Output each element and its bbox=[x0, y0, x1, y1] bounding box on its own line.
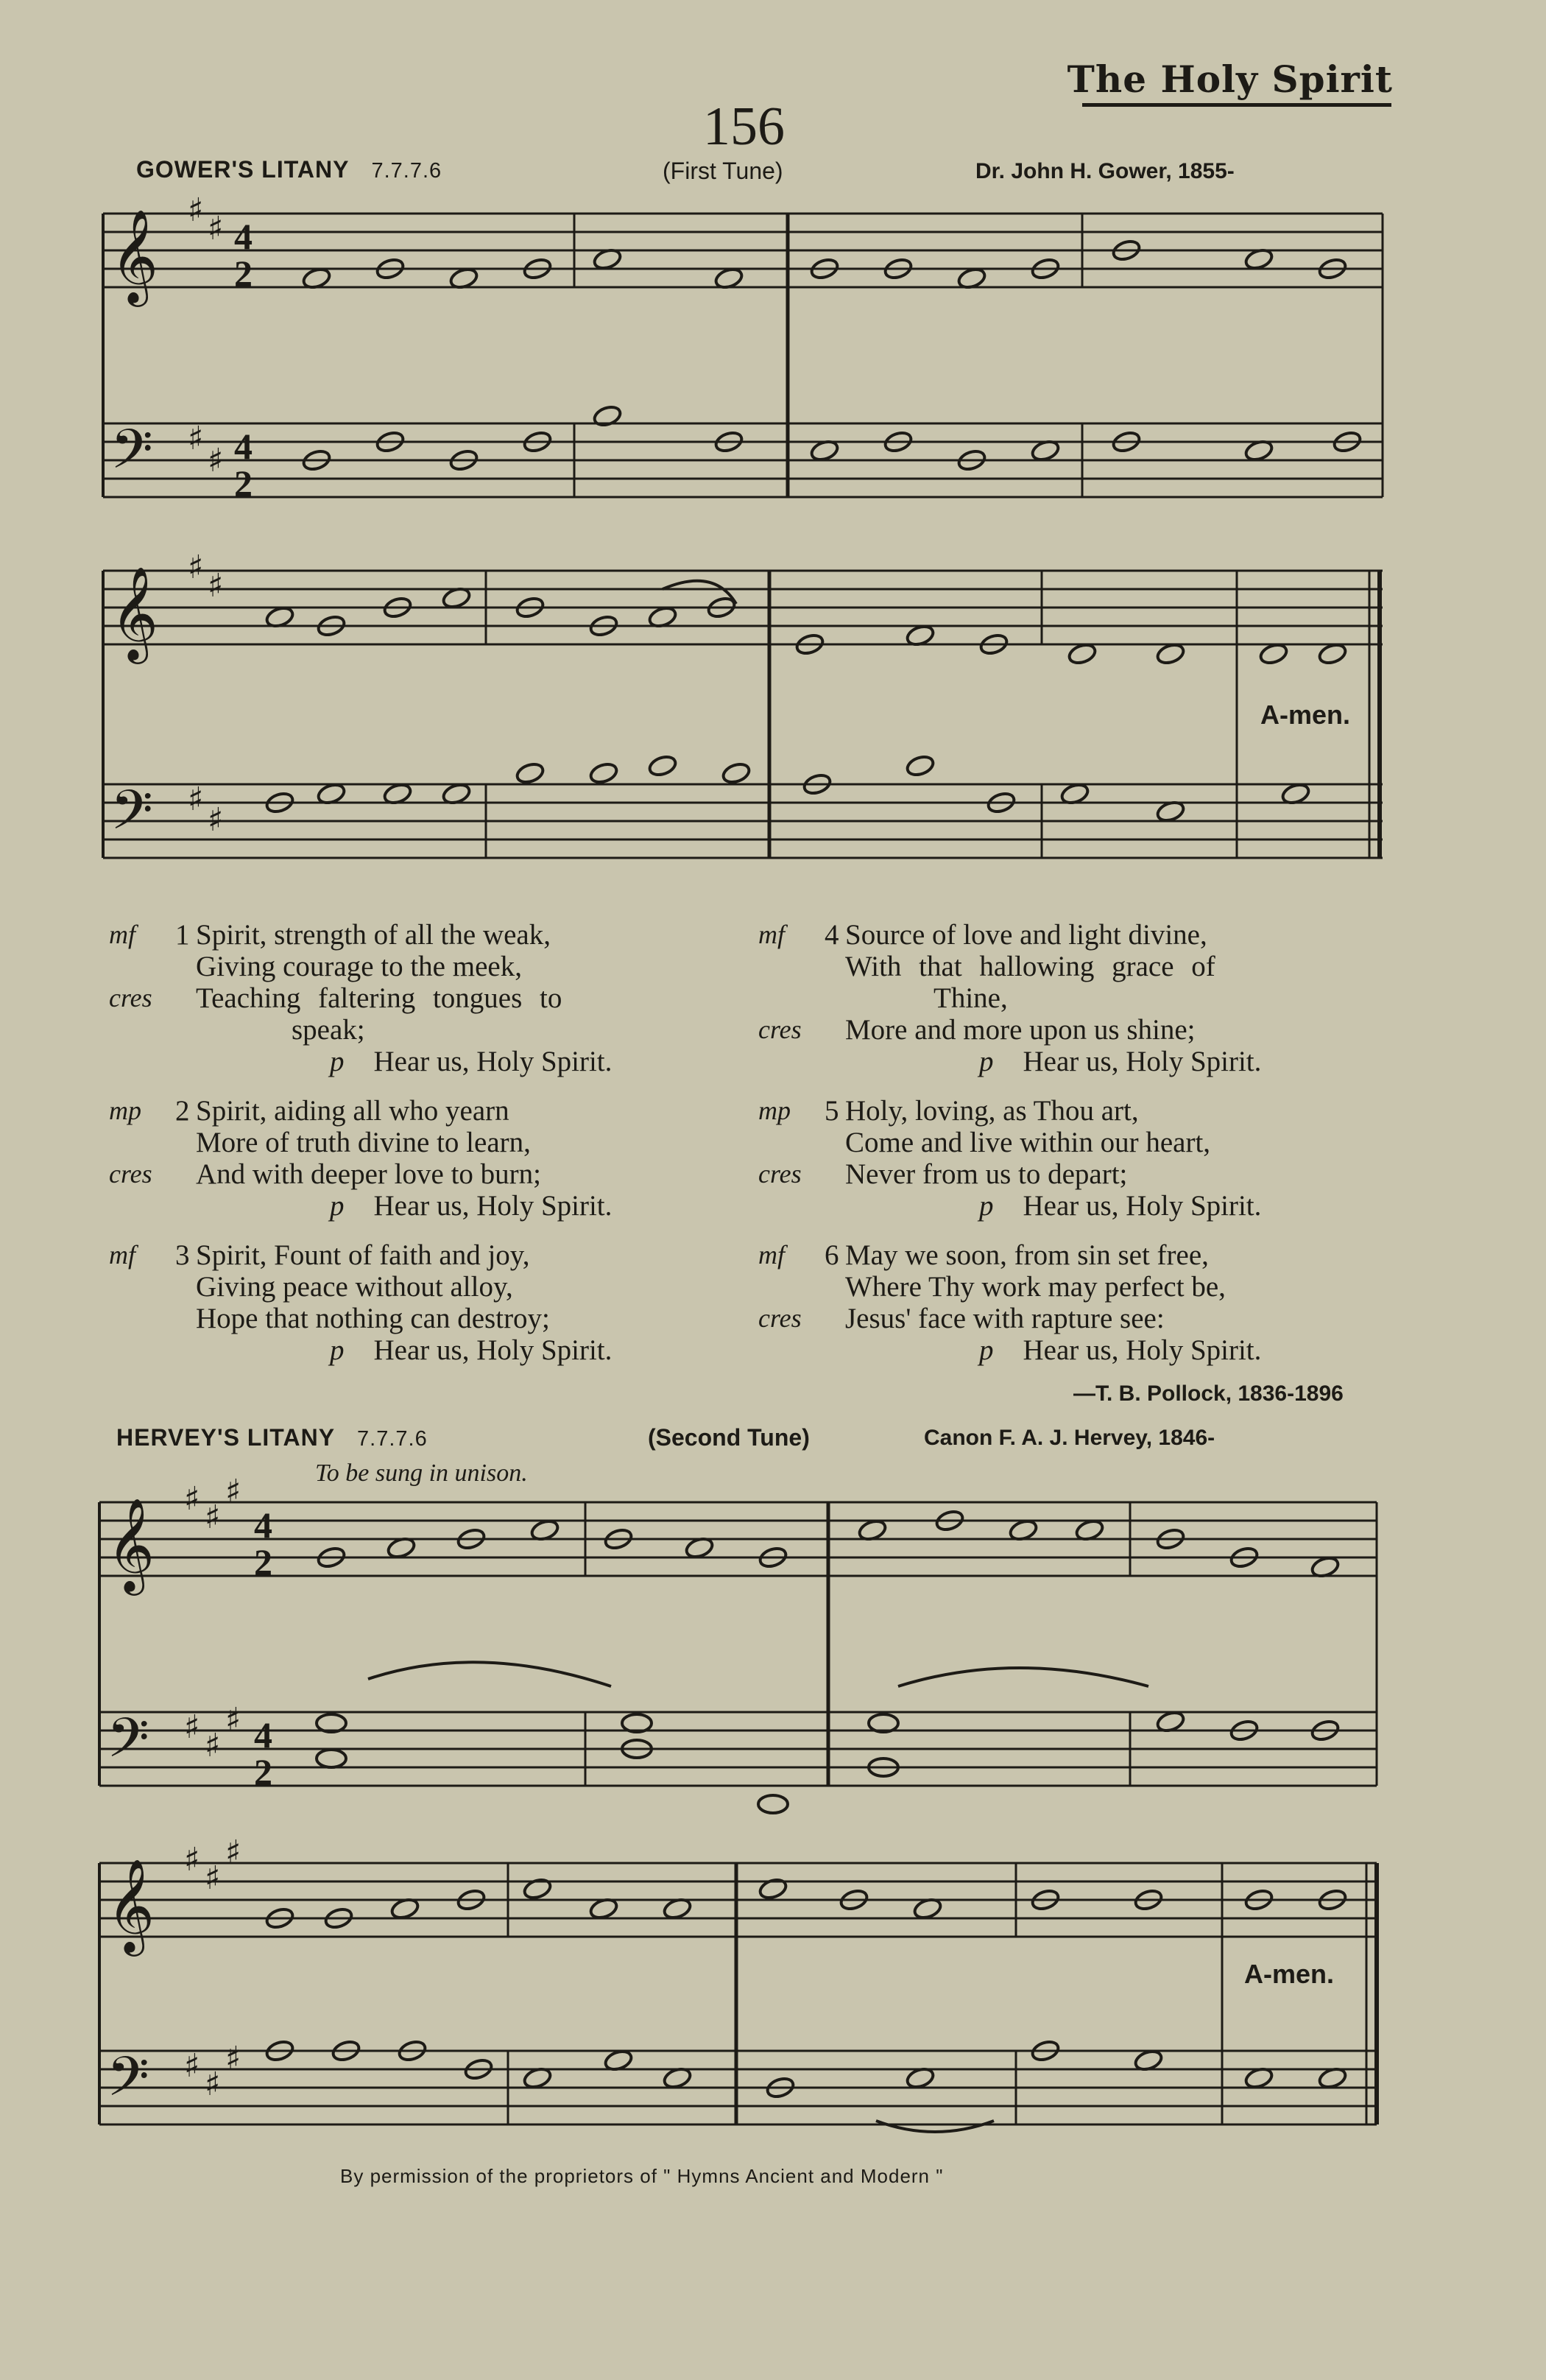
dynamic-mark: mf bbox=[109, 1240, 135, 1270]
verse-line: Where Thy work may perfect be, bbox=[845, 1271, 1226, 1303]
svg-text:𝄢: 𝄢 bbox=[110, 778, 153, 856]
verse-number: 2 bbox=[175, 1095, 190, 1127]
tune1-label: (First Tune) bbox=[663, 158, 783, 184]
svg-text:2: 2 bbox=[254, 1751, 272, 1792]
verse-number: 5 bbox=[825, 1095, 839, 1127]
verse-line: Never from us to depart; bbox=[845, 1158, 1128, 1190]
svg-text:𝄞: 𝄞 bbox=[107, 1497, 155, 1591]
refrain: Hear us, Holy Spirit. bbox=[1023, 1190, 1262, 1222]
svg-text:𝄢: 𝄢 bbox=[107, 2045, 149, 2122]
svg-text:♯: ♯ bbox=[188, 781, 204, 818]
svg-text:♯: ♯ bbox=[205, 2066, 221, 2103]
svg-text:4: 4 bbox=[234, 426, 253, 467]
verse-number: 4 bbox=[825, 919, 839, 951]
svg-text:♯: ♯ bbox=[208, 567, 224, 605]
verse-number: 1 bbox=[175, 919, 190, 951]
verse-line: Thine, bbox=[933, 982, 1008, 1014]
verse-line: And with deeper love to burn; bbox=[196, 1158, 541, 1190]
tune2-name: HERVEY'S LITANY bbox=[116, 1424, 336, 1451]
dynamic-mark: mp bbox=[758, 1096, 791, 1125]
verse-number: 3 bbox=[175, 1239, 190, 1271]
svg-text:♯: ♯ bbox=[205, 1859, 221, 1897]
svg-text:♯: ♯ bbox=[184, 2047, 200, 2085]
svg-text:♯: ♯ bbox=[188, 420, 204, 457]
tune1-name: GOWER'S LITANY bbox=[136, 156, 350, 183]
dynamic-mark: cres bbox=[758, 1303, 802, 1333]
verse-line: speak; bbox=[292, 1014, 365, 1046]
verse-line: Spirit, aiding all who yearn bbox=[196, 1095, 509, 1127]
svg-text:2: 2 bbox=[234, 462, 253, 504]
svg-text:♯: ♯ bbox=[205, 1727, 221, 1764]
svg-text:4: 4 bbox=[254, 1714, 272, 1756]
hymn-number: 156 bbox=[703, 96, 785, 157]
verse-line: Giving courage to the meek, bbox=[196, 951, 522, 982]
svg-text:♯: ♯ bbox=[184, 1480, 200, 1518]
svg-text:𝄞: 𝄞 bbox=[110, 566, 159, 660]
svg-text:𝄞: 𝄞 bbox=[110, 208, 159, 303]
verse-2 bbox=[109, 1095, 713, 1222]
refrain: Hear us, Holy Spirit. bbox=[1023, 1046, 1262, 1077]
verse-line: More of truth divine to learn, bbox=[196, 1127, 531, 1158]
dynamic-mark: p bbox=[979, 1190, 994, 1222]
verse-line: May we soon, from sin set free, bbox=[845, 1239, 1209, 1271]
verse-1 bbox=[109, 919, 713, 1077]
svg-text:2: 2 bbox=[234, 253, 253, 294]
performance-instruction: To be sung in unison. bbox=[315, 1460, 528, 1487]
svg-text:♯: ♯ bbox=[184, 1708, 200, 1746]
text-author: —T. B. Pollock, 1836-1896 bbox=[1073, 1381, 1344, 1406]
dynamic-mark: p bbox=[330, 1334, 345, 1366]
tune2-amen: A-men. bbox=[1244, 1959, 1335, 1989]
tune1-composer: Dr. John H. Gower, 1855- bbox=[975, 159, 1235, 183]
refrain: Hear us, Holy Spirit. bbox=[373, 1046, 613, 1077]
verse-line: With that hallowing grace of bbox=[845, 951, 1215, 982]
svg-text:♯: ♯ bbox=[188, 549, 204, 586]
tune1-meter: 7.7.7.6 bbox=[371, 159, 442, 183]
section-title: The Holy Spirit bbox=[1067, 57, 1393, 101]
verses-right-column bbox=[758, 919, 1384, 1366]
svg-text:4: 4 bbox=[234, 216, 253, 257]
verse-line: Holy, loving, as Thou art, bbox=[845, 1095, 1139, 1127]
verse-4 bbox=[758, 919, 1384, 1077]
refrain: Hear us, Holy Spirit. bbox=[373, 1334, 613, 1366]
verse-line: Come and live within our heart, bbox=[845, 1127, 1211, 1158]
dynamic-mark: p bbox=[330, 1046, 345, 1077]
verse-5 bbox=[758, 1095, 1384, 1222]
svg-text:♯: ♯ bbox=[205, 1499, 221, 1536]
permission-notice: By permission of the proprietors of " Hymns Ancient and Modern " bbox=[340, 2165, 944, 2187]
svg-text:♯: ♯ bbox=[208, 442, 224, 479]
dynamic-mark: mf bbox=[109, 920, 135, 949]
dynamic-mark: cres bbox=[109, 983, 152, 1013]
svg-text:𝄢: 𝄢 bbox=[107, 1706, 149, 1784]
svg-text:♯: ♯ bbox=[184, 1841, 200, 1879]
tune2-label: (Second Tune) bbox=[648, 1424, 810, 1451]
dynamic-mark: p bbox=[979, 1046, 994, 1077]
verse-line: Spirit, Fount of faith and joy, bbox=[196, 1239, 530, 1271]
verse-line: Source of love and light divine, bbox=[845, 919, 1207, 951]
svg-text:2: 2 bbox=[254, 1541, 272, 1582]
svg-text:♯: ♯ bbox=[225, 1473, 241, 1510]
verse-line: Spirit, strength of all the weak, bbox=[196, 919, 551, 951]
tune2-title bbox=[116, 1424, 428, 1451]
verse-line: Jesus' face with rapture see: bbox=[845, 1303, 1165, 1334]
tune2-composer: Canon F. A. J. Hervey, 1846- bbox=[924, 1426, 1215, 1450]
verses-left-column bbox=[109, 919, 713, 1366]
refrain: Hear us, Holy Spirit. bbox=[1023, 1334, 1262, 1366]
dynamic-mark: mp bbox=[109, 1096, 141, 1125]
dynamic-mark: p bbox=[979, 1334, 994, 1366]
svg-text:♯: ♯ bbox=[208, 210, 224, 247]
tune1-amen: A-men. bbox=[1260, 700, 1351, 730]
svg-text:♯: ♯ bbox=[208, 801, 224, 839]
verse-line: More and more upon us shine; bbox=[845, 1014, 1196, 1046]
dynamic-mark: p bbox=[330, 1190, 345, 1222]
svg-text:𝄞: 𝄞 bbox=[107, 1858, 155, 1952]
svg-text:♯: ♯ bbox=[225, 1834, 241, 1871]
dynamic-mark: cres bbox=[758, 1159, 802, 1189]
dynamic-mark: cres bbox=[758, 1015, 802, 1044]
svg-text:♯: ♯ bbox=[225, 1701, 241, 1739]
verse-6 bbox=[758, 1239, 1384, 1366]
svg-text:4: 4 bbox=[254, 1504, 272, 1546]
verse-number: 6 bbox=[825, 1239, 839, 1271]
verse-line: Teaching faltering tongues to bbox=[196, 982, 562, 1014]
svg-text:♯: ♯ bbox=[188, 191, 204, 229]
dynamic-mark bbox=[109, 951, 175, 982]
dynamic-mark: mf bbox=[758, 1240, 785, 1270]
dynamic-mark: cres bbox=[109, 1159, 152, 1189]
svg-text:𝄢: 𝄢 bbox=[110, 418, 153, 495]
verse-line: Giving peace without alloy, bbox=[196, 1271, 513, 1303]
tune2-meter: 7.7.7.6 bbox=[357, 1427, 428, 1451]
dynamic-mark: mf bbox=[758, 920, 785, 949]
svg-text:♯: ♯ bbox=[225, 2040, 241, 2077]
verse-line: Hope that nothing can destroy; bbox=[196, 1303, 550, 1334]
verse-3 bbox=[109, 1239, 713, 1366]
refrain: Hear us, Holy Spirit. bbox=[373, 1190, 613, 1222]
